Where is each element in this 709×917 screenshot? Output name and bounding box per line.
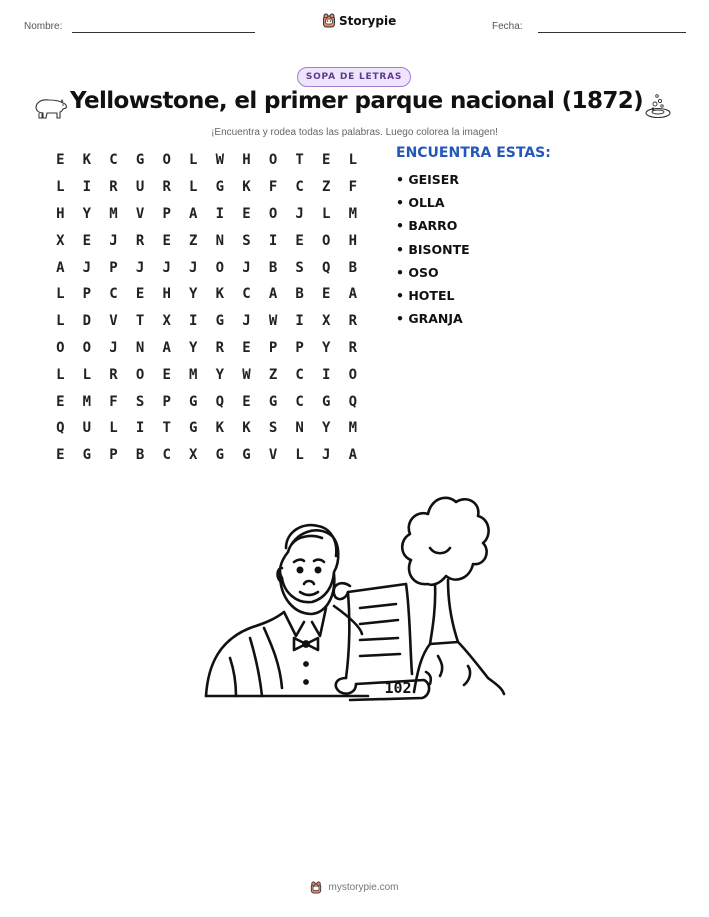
grid-letter[interactable]: R [109,179,118,196]
grid-letter[interactable]: D [82,313,92,330]
grid-letter[interactable]: I [268,232,278,249]
grid-letter[interactable]: K [82,152,92,169]
grid-letter[interactable]: Q [56,420,65,437]
grid-letter[interactable]: E [295,232,304,249]
grid-letter[interactable]: E [322,152,331,169]
grid-letter[interactable]: P [109,447,118,464]
grid-letter[interactable]: L [189,179,198,196]
grid-letter[interactable]: L [109,420,118,437]
grid-letter[interactable]: I [135,420,145,437]
word-list-item: • OLLA [396,195,445,211]
grid-letter[interactable]: G [189,393,198,410]
grid-letter[interactable]: A [56,259,65,276]
grid-letter[interactable]: C [295,179,304,196]
grid-letter[interactable]: J [295,205,304,222]
grid-row [47,227,366,254]
grid-letter[interactable]: L [56,179,65,196]
grid-letter[interactable]: L [348,152,358,169]
name-label: Nombre: [24,21,63,32]
grid-letter[interactable]: M [348,420,358,437]
grid-letter[interactable]: I [322,366,331,383]
grid-letter[interactable]: X [162,313,171,330]
grid-letter[interactable]: T [295,152,304,169]
grid-letter[interactable]: N [215,232,225,249]
grid-letter[interactable]: C [295,366,304,383]
grid-letter[interactable]: M [348,205,358,222]
grid-letter[interactable]: G [135,152,145,169]
grid-letter[interactable]: E [135,286,145,303]
grid-letter[interactable]: P [162,393,171,410]
brand-header [322,13,396,28]
grid-letter[interactable]: O [268,152,278,169]
geyser-mound [414,642,504,694]
grid-letter[interactable]: G [82,447,92,464]
grid-letter[interactable]: P [162,205,171,222]
grid-row [47,361,366,388]
grid-row [47,201,366,228]
word-list-item: • BISONTE [396,241,470,257]
scroll [334,583,406,599]
grid-letter[interactable]: X [322,313,331,330]
grid-letter[interactable]: J [322,447,331,464]
grid-letter[interactable]: J [135,259,145,276]
grid-letter[interactable]: E [56,152,65,169]
grid-letter[interactable]: G [215,313,225,330]
grid-letter[interactable]: J [189,259,198,276]
grid-letter[interactable]: Z [268,366,278,383]
date-label: Fecha: [492,21,523,32]
date-line[interactable] [538,32,686,33]
grid-letter[interactable]: X [189,447,198,464]
grid-letter[interactable]: E [242,205,251,222]
grid-letter[interactable]: L [56,313,65,330]
geyser-cloud [402,498,488,585]
grid-letter[interactable]: R [135,232,145,249]
grid-letter[interactable]: A [268,286,278,303]
grid-row [47,281,366,308]
grid-letter[interactable]: L [295,447,304,464]
grid-letter[interactable]: G [215,447,225,464]
polar-bear-icon [33,94,69,120]
grid-letter[interactable]: V [135,205,145,222]
grid-letter[interactable]: A [189,205,198,222]
grid-letter[interactable]: C [295,393,304,410]
grid-row [47,335,366,362]
grid-letter[interactable]: B [268,259,278,276]
grid-letter[interactable]: S [135,393,145,410]
word-list-item: • BARRO [396,218,458,234]
grid-letter[interactable]: P [109,259,118,276]
grid-letter[interactable]: B [135,447,145,464]
grid-letter[interactable]: O [348,366,358,383]
grid-letter[interactable]: U [82,420,92,437]
grid-letter[interactable]: Z [189,232,198,249]
grid-letter[interactable]: M [189,366,198,383]
grid-letter[interactable]: H [348,232,358,249]
grid-row [47,415,366,442]
word-list-item: • GRANJA [396,311,463,327]
grid-letter[interactable]: W [242,366,251,383]
scroll-number: 102 [384,679,412,697]
grid-letter[interactable]: O [162,152,171,169]
grid-letter[interactable]: Q [215,393,225,410]
man-suit [206,612,284,696]
grid-letter[interactable]: L [56,286,65,303]
grid-letter[interactable]: E [322,286,331,303]
grid-letter[interactable]: F [268,179,278,196]
grid-letter[interactable]: Z [322,179,331,196]
grid-letter[interactable]: L [82,366,92,383]
grid-letter[interactable]: C [162,447,171,464]
grid-letter[interactable]: G [242,447,251,464]
instructions: ¡Encuentra y rodea todas las palabras. Luego colorea la imagen! [211,127,498,138]
grid-letter[interactable]: L [322,205,331,222]
letter-grid[interactable] [47,147,366,469]
word-list-item: • GEISER [396,172,459,187]
grid-letter[interactable]: E [242,339,251,356]
word-list [396,172,470,334]
storypie-logo-icon [310,881,322,894]
grid-letter[interactable]: E [162,366,171,383]
grid-letter[interactable]: O [56,339,65,356]
grid-letter[interactable]: I [295,313,304,330]
brand-name: Storypie [339,13,397,28]
grid-letter[interactable]: T [162,420,171,437]
grid-letter[interactable]: S [295,259,304,276]
grid-letter[interactable]: Y [322,339,331,356]
grid-letter[interactable]: R [348,313,358,330]
grid-letter[interactable]: E [56,393,65,410]
grid-letter[interactable]: J [242,313,251,330]
grid-letter[interactable]: S [242,232,251,249]
grid-letter[interactable]: J [82,259,92,276]
grid-letter[interactable]: G [215,179,225,196]
grid-letter[interactable]: H [56,205,65,222]
grid-letter[interactable]: J [242,259,251,276]
grid-letter[interactable]: J [162,259,171,276]
grid-letter[interactable]: G [322,393,331,410]
grid-letter[interactable]: F [348,179,358,196]
grid-letter[interactable]: W [215,152,225,169]
name-line[interactable] [72,32,255,33]
page-title: Yellowstone, el primer parque nacional (1872) [70,88,644,114]
geyser-column [430,584,435,644]
grid-letter[interactable]: Y [215,366,225,383]
footer [0,881,709,894]
grid-row [47,254,366,281]
grid-letter[interactable]: H [162,286,171,303]
grid-letter[interactable]: E [82,232,92,249]
grid-letter[interactable]: H [242,152,251,169]
grid-letter[interactable]: J [109,232,118,249]
grid-letter[interactable]: A [162,339,171,356]
grid-letter[interactable]: O [82,339,92,356]
grid-letter[interactable]: Q [348,393,358,410]
word-list-title: ENCUENTRA ESTAS: [396,145,551,161]
grid-letter[interactable]: I [82,179,92,196]
grid-letter[interactable]: R [109,366,118,383]
grid-letter[interactable]: C [242,286,251,303]
word-list-item: • OSO [396,264,439,280]
grid-row [47,308,366,335]
grid-letter[interactable]: O [268,205,278,222]
grid-row [47,147,366,174]
grid-letter[interactable]: O [322,232,331,249]
grid-letter[interactable]: A [348,447,358,464]
grid-letter[interactable]: K [215,286,225,303]
grid-row [47,388,366,415]
grid-letter[interactable]: E [162,232,171,249]
grid-letter[interactable]: F [109,393,118,410]
grid-letter[interactable]: Q [322,259,331,276]
grid-row [47,442,366,469]
grid-letter[interactable]: Y [322,420,331,437]
grid-letter[interactable]: O [135,366,145,383]
grid-letter[interactable]: V [109,313,118,330]
grid-row [47,174,366,201]
grid-letter[interactable]: O [215,259,225,276]
grid-letter[interactable]: P [82,286,92,303]
grid-letter[interactable]: N [135,339,145,356]
grid-letter[interactable]: Y [189,286,198,303]
grid-letter[interactable]: R [215,339,225,356]
grid-letter[interactable]: Y [82,205,92,222]
grid-letter[interactable]: C [109,286,118,303]
grid-letter[interactable]: J [109,339,118,356]
grid-letter[interactable]: P [295,339,304,356]
grid-letter[interactable]: A [348,286,358,303]
footer-url[interactable]: mystorypie.com [328,882,399,893]
grid-letter[interactable]: L [189,152,198,169]
grid-letter[interactable]: R [162,179,171,196]
grid-letter[interactable]: T [135,313,145,330]
grid-letter[interactable]: S [268,420,278,437]
grid-letter[interactable]: N [295,420,304,437]
grid-letter[interactable]: E [242,393,251,410]
grid-letter[interactable]: M [109,205,118,222]
grid-letter[interactable]: M [82,393,92,410]
grid-letter[interactable]: R [348,339,358,356]
activity-badge: SOPA DE LETRAS [297,67,411,87]
word-list-item: • HOTEL [396,287,455,303]
grid-letter[interactable]: K [242,420,251,437]
storypie-logo-icon [322,13,336,28]
grid-letter[interactable]: W [268,313,278,330]
grid-letter[interactable]: K [242,179,251,196]
grid-letter[interactable]: K [215,420,225,437]
grid-letter[interactable]: L [56,366,65,383]
man-head [280,530,338,602]
coloring-illustration [200,488,512,704]
mud-pot-icon [643,92,673,120]
grid-letter[interactable]: B [295,286,304,303]
grid-letter[interactable]: I [215,205,225,222]
grid-letter[interactable]: C [109,152,118,169]
grid-letter[interactable]: Y [189,339,198,356]
grid-letter[interactable]: E [56,447,65,464]
grid-letter[interactable]: X [56,232,65,249]
grid-letter[interactable]: B [348,259,358,276]
grid-letter[interactable]: P [268,339,278,356]
grid-letter[interactable]: U [135,179,145,196]
grid-letter[interactable]: I [189,313,198,330]
grid-letter[interactable]: G [268,393,278,410]
grid-letter[interactable]: G [189,420,198,437]
grid-letter[interactable]: V [268,447,278,464]
